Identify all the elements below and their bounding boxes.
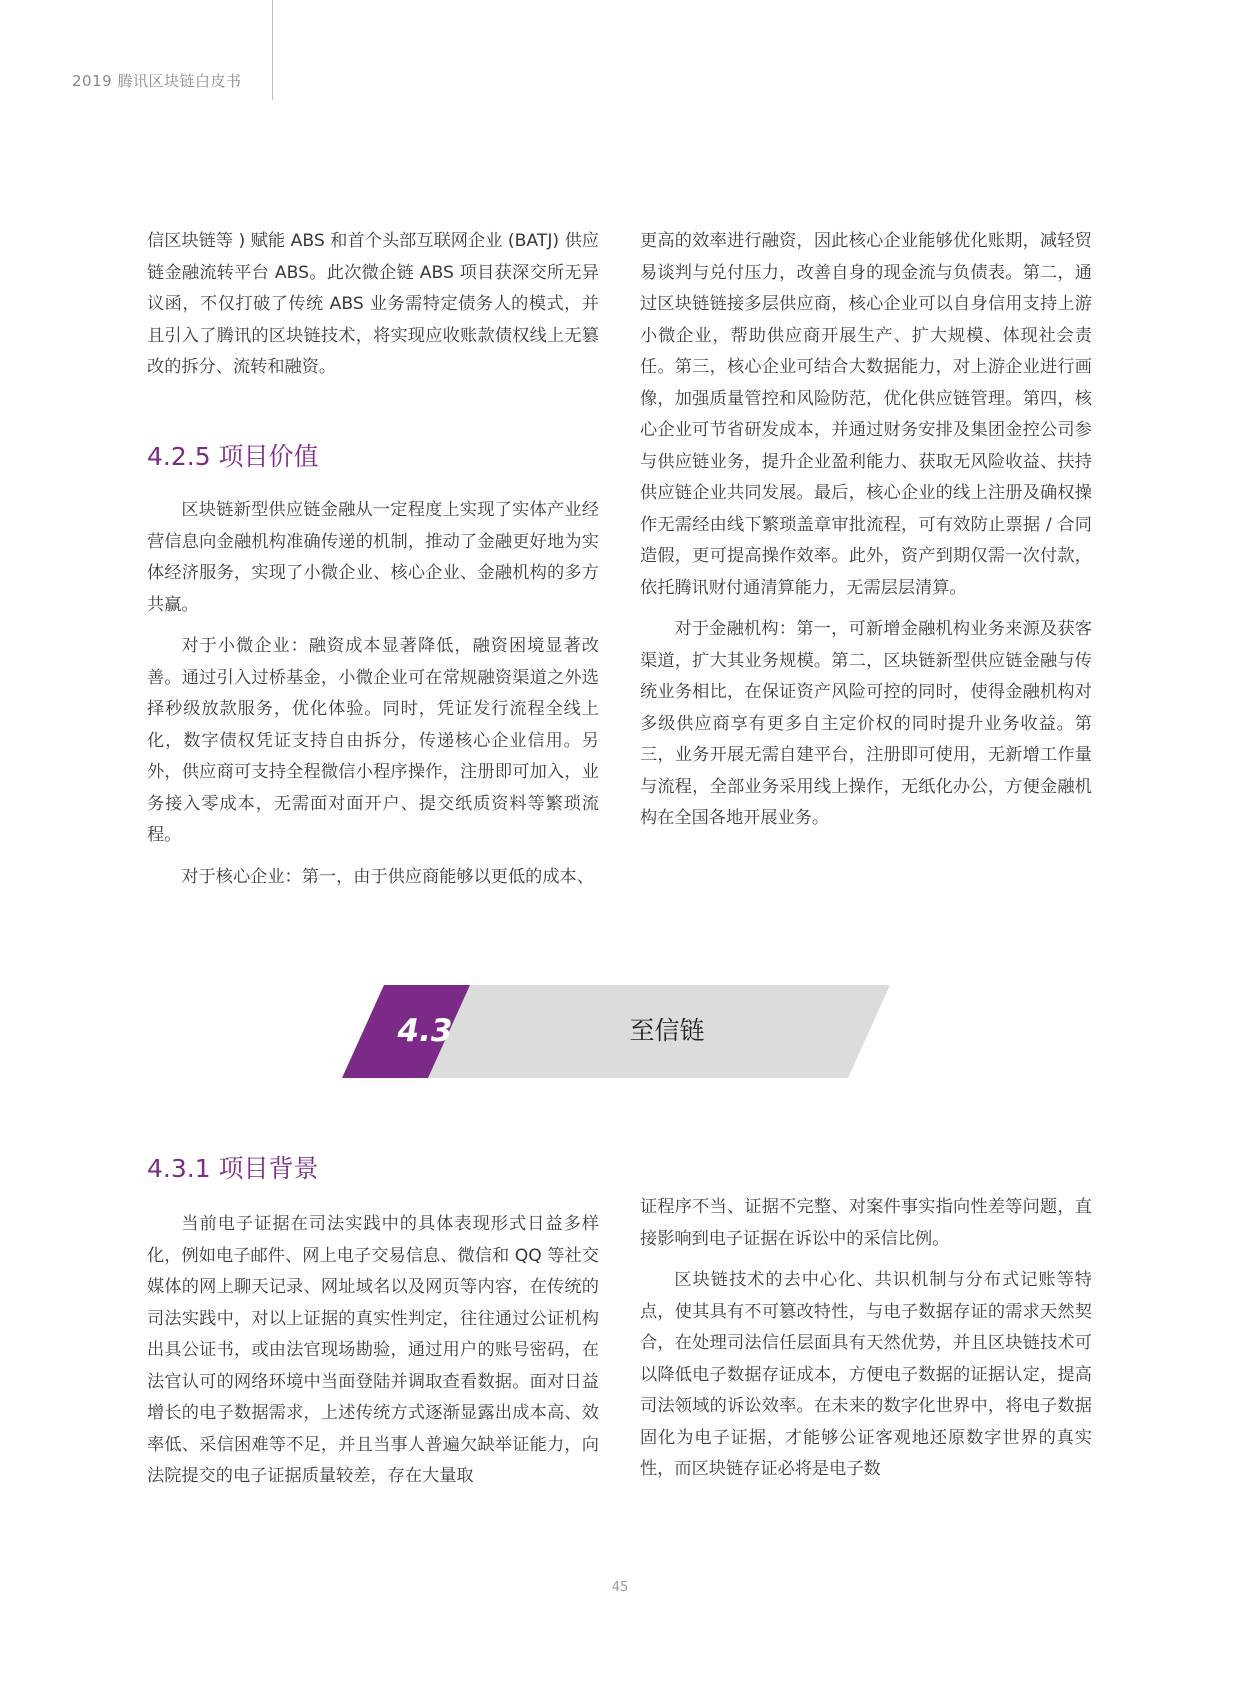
column-left-section-4-3-1 <box>147 1209 599 1493</box>
section-banner-4-3 <box>342 985 890 1078</box>
column-left-upper <box>147 226 599 384</box>
header-divider <box>272 0 273 100</box>
paragraph: 区块链技术的去中心化、共识机制与分布式记账等特点，使其具有不可篡改特性，与电子数据存证的需求天然契合，在处理司法信任层面具有天然优势，并且区块链技术可以降低电子数据存证成本，方便电子数据的证据认定，提高司法领域的诉讼效率。在未来的数字化世界中，将电子数据固化为电子证据，才能够公证客观地还原数字世界的真实性，而区块链存证必将是电子数 <box>640 1270 1092 1479</box>
running-header: 2019 腾讯区块链白皮书 <box>72 72 242 90</box>
banner-number: 4.3 <box>397 1013 453 1049</box>
page-number: 45 <box>611 1580 629 1595</box>
paragraph: 区块链新型供应链金融从一定程度上实现了实体产业经营信息向金融机构准确传递的机制，推动了金融更好地为实体经济服务，实现了小微企业、核心企业、金融机构的多方共赢。 <box>147 500 599 615</box>
section-heading-4-2-5: 4.2.5 项目价值 <box>147 442 319 471</box>
column-left-section-4-2-5 <box>147 495 599 893</box>
section-heading-4-3-1: 4.3.1 项目背景 <box>147 1154 319 1183</box>
paragraph: 更高的效率进行融资，因此核心企业能够优化账期，减轻贸易谈判与兑付压力，改善自身的现金流与负债表。第二，通过区块链链接多层供应商，核心企业可以自身信用支持上游小微企业，帮助供应商开展生产、扩大规模、体现社会责任。第三，核心企业可结合大数据能力，对上游企业进行画像，加强质量管控和风险防范，优化供应链管理。第四，核心企业可节省研发成本，并通过财务安排及集团金控公司参与供应链业务，提升企业盈利能力、获取无风险收益、扶持供应链企业共同发展。最后，核心企业的线上注册及确权操作无需经由线下繁琐盖章审批流程，可有效防止票据 / 合同造假，更可提高操作效率。此外，资产到期仅需一次付款，依托腾讯财付通清算能力，无需层层清算。 <box>640 231 1092 598</box>
paragraph: 对于小微企业：融资成本显著降低，融资困境显著改善。通过引入过桥基金，小微企业可在常规融资渠道之外选择秒级放款服务，优化体验。同时，凭证发行流程全线上化，数字债权凭证支持自由拆分，传递核心企业信用。另外，供应商可支持全程微信小程序操作，注册即可加入，业务接入零成本，无需面对面开户、提交纸质资料等繁琐流程。 <box>147 636 599 845</box>
paragraph: 对于核心企业：第一，由于供应商能够以更低的成本、 <box>181 866 594 887</box>
paragraph: 对于金融机构：第一，可新增金融机构业务来源及获客渠道，扩大其业务规模。第二，区块链新型供应链金融与传统业务相比，在保证资产风险可控的同时，使得金融机构对多级供应商享有更多自主定价权的同时提升业务收益。第三，业务开展无需自建平台，注册即可使用，无新增工作量与流程，全部业务采用线上操作，无纸化办公，方便金融机构在全国各地开展业务。 <box>640 619 1092 828</box>
paragraph: 证程序不当、证据不完整、对案件事实指向性差等问题，直接影响到电子证据在诉讼中的采信比例。 <box>640 1197 1092 1249</box>
paragraph: 当前电子证据在司法实践中的具体表现形式日益多样化，例如电子邮件、网上电子交易信息、微信和 QQ 等社交媒体的网上聊天记录、网址域名以及网页等内容，在传统的司法实践中，对以上证据的真实性判定，往往通过公证机构出具公证书，或由法官现场勘验，通过用户的账号密码，在法官认可的网络环境中当面登陆并调取查看数据。面对日益增长的电子数据需求，上述传统方式逐渐显露出成本高、效率低、采信困难等不足，并且当事人普遍欠缺举证能力，向法院提交的电子证据质量较差，存在大量取 <box>147 1214 599 1486</box>
banner-title: 至信链 <box>629 1016 705 1045</box>
column-right-section-4-3-1 <box>640 1192 1092 1486</box>
paragraph: 信区块链等 ) 赋能 ABS 和首个头部互联网企业 (BATJ) 供应链金融流转平台 ABS。此次微企链 ABS 项目获深交所无异议函，不仅打破了传统 ABS 业务需特定债务人的模式，并且引入了腾讯的区块链技术，将实现应收账款债权线上无篡改的拆分、流转和融资。 <box>147 231 599 377</box>
column-right-upper <box>640 226 1092 835</box>
